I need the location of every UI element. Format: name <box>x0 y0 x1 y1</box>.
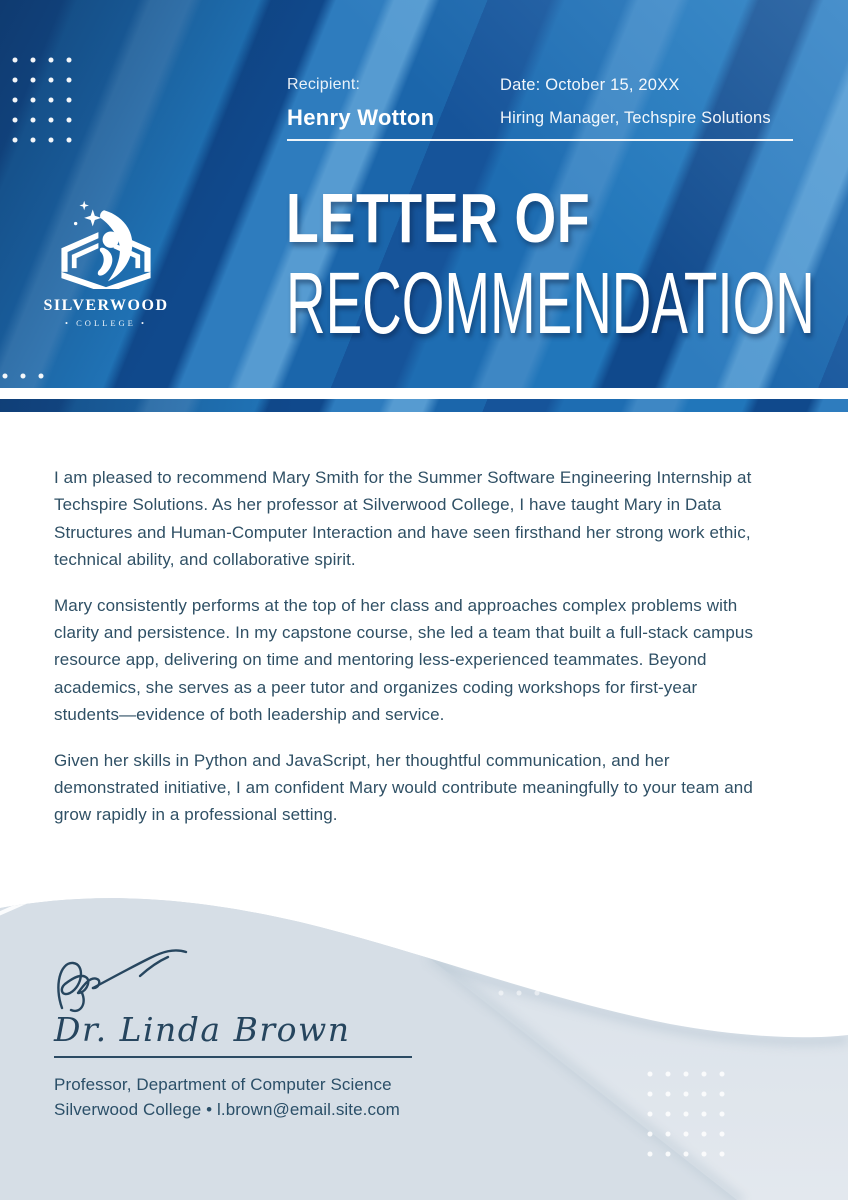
college-logo <box>40 197 172 328</box>
sparkle-icon <box>79 201 88 210</box>
date-text: Date: October 15, 20XX <box>500 76 680 94</box>
page-title-line-1: LETTER OF <box>286 179 591 257</box>
signer-contact: Silverwood College • l.brown@email.site.com <box>54 1100 400 1119</box>
recipient-label: Recipient: <box>287 76 361 93</box>
letter-body <box>54 464 762 847</box>
header-divider <box>287 139 793 141</box>
logo-name: SILVERWOOD <box>43 297 169 314</box>
dot-grid-icon <box>641 1064 733 1165</box>
signature-divider <box>54 1056 412 1058</box>
letter-paragraph: I am pleased to recommend Mary Smith for the Summer Software Engineering Internship at Techspire Solutions. As her professor at Silverwood College, I have taught Mary in Data Structures and Human-Computer Interaction and have seen firsthand her strong work ethic, technical ability, and collaborative spirit. <box>54 468 752 570</box>
dot-row-icon <box>0 368 50 384</box>
dot-row-icon <box>492 985 546 1001</box>
sparkle-icon <box>74 222 77 225</box>
book-cover-bottom <box>61 272 150 289</box>
page-title-line-2: RECOMMENDATION <box>286 255 815 352</box>
recipient-title: Hiring Manager, Techspire Solutions <box>500 109 771 127</box>
sparkle-icon <box>84 209 101 226</box>
dot-grid-icon <box>6 50 78 150</box>
college-logo-icon <box>51 197 161 289</box>
figure-body <box>98 248 113 276</box>
header-accent-bar <box>0 399 848 412</box>
recipient-name: Henry Wotton <box>287 105 435 130</box>
letter-paragraph: Mary consistently performs at the top of her class and approaches complex problems with clarity and persistence. In my capstone course, she led a team that built a full-stack campus resource app, delivering on time and mentoring less-experienced teammates. Beyond academics, she serves as a peer tutor and organizes coding workshops for first-year students—evidence of both leadership and service. <box>54 595 754 725</box>
letter-paragraph: Given her skills in Python and JavaScript, her thoughtful communication, and her demonstrated initiative, I am confident Mary would contribute meaningfully to your team and grow rapidly in a professional setting. <box>54 750 753 825</box>
logo-tagline: • COLLEGE • <box>65 318 147 328</box>
signer-title: Professor, Department of Computer Science <box>54 1075 392 1094</box>
signer-name: Dr. Linda Brown <box>54 1010 351 1049</box>
header-banner <box>0 0 848 388</box>
